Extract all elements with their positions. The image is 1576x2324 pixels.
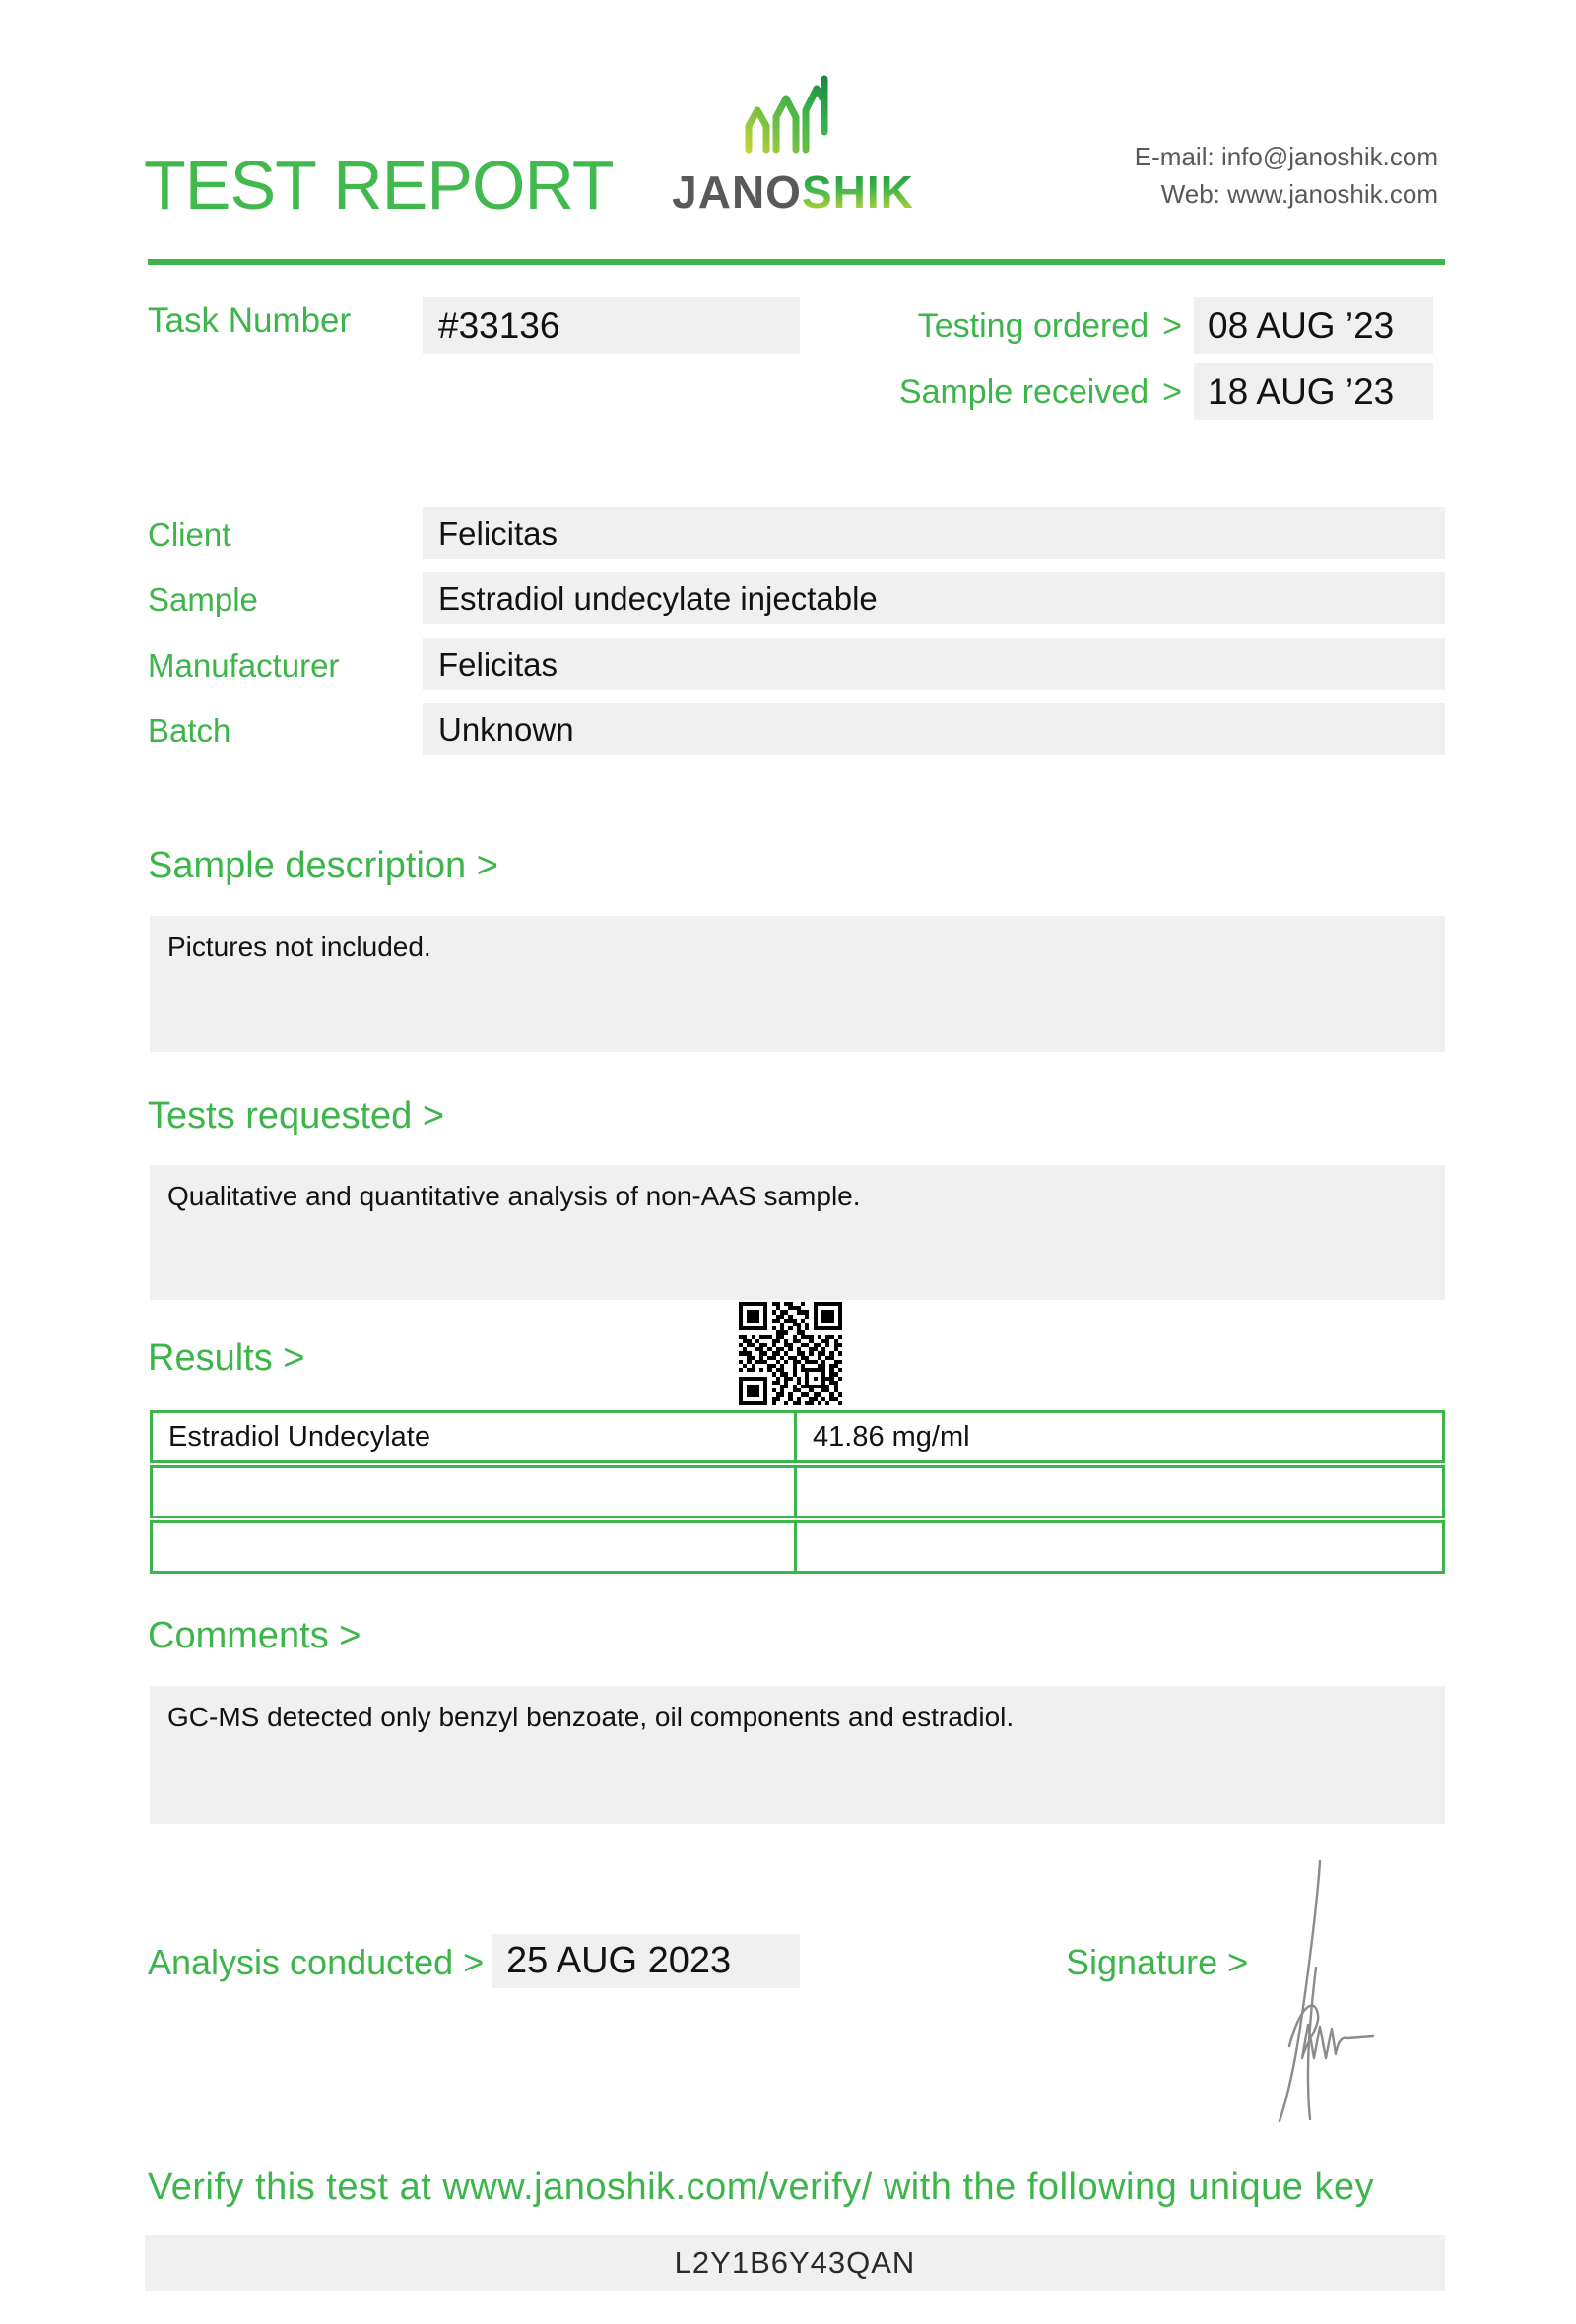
- web-value: www.janoshik.com: [1227, 179, 1438, 209]
- sample-description-box: [150, 916, 1445, 1052]
- logo-wordmark: [662, 165, 924, 219]
- sample-received-text: Sample received: [898, 373, 1149, 411]
- analysis-conducted-label: Analysis conducted >: [148, 1942, 485, 1982]
- qr-code: [739, 1302, 842, 1405]
- sample-received-arrow: >: [1162, 373, 1182, 411]
- manufacturer-value: Felicitas: [423, 638, 1445, 690]
- contact-web-line: [1135, 175, 1438, 213]
- result-cell: [797, 1468, 1442, 1516]
- signature-label: Signature >: [1066, 1942, 1249, 1982]
- analyte-cell: Estradiol Undecylate: [153, 1413, 797, 1460]
- header-divider: [148, 259, 1445, 265]
- manufacturer-label: Manufacturer: [148, 647, 340, 683]
- testing-ordered-text: Testing ordered: [917, 307, 1149, 345]
- analysis-conducted-value: 25 AUG 2023: [492, 1934, 800, 1988]
- sample-received-value: 18 AUG ’23: [1194, 363, 1433, 420]
- comments-heading: Comments >: [148, 1615, 361, 1656]
- logo-word-jano: JANO: [672, 166, 802, 218]
- sample-description-text: Pictures not included.: [167, 932, 431, 962]
- table-row: [150, 1410, 1445, 1463]
- sample-received-label: [808, 363, 1182, 420]
- results-heading: Results >: [148, 1337, 305, 1379]
- batch-value: Unknown: [423, 703, 1445, 755]
- table-row: [150, 1520, 1445, 1574]
- client-value: Felicitas: [423, 507, 1445, 559]
- testing-ordered-arrow: >: [1162, 307, 1182, 345]
- table-row: [150, 1465, 1445, 1518]
- web-label: Web:: [1160, 179, 1220, 209]
- sample-description-heading: Sample description >: [148, 845, 498, 886]
- analyte-cell: [153, 1523, 797, 1571]
- tests-requested-box: [150, 1165, 1445, 1300]
- page-title: TEST REPORT: [144, 147, 614, 224]
- verify-instruction: Verify this test at www.janoshik.com/verify/ with the following unique key: [148, 2166, 1375, 2208]
- sample-label: Sample: [148, 581, 258, 617]
- comments-box: [150, 1686, 1445, 1824]
- batch-label: Batch: [148, 712, 231, 748]
- contact-email-line: [1135, 138, 1438, 175]
- testing-ordered-value: 08 AUG ’23: [1194, 297, 1433, 354]
- task-number-label: Task Number: [148, 301, 352, 340]
- result-cell: 41.86 mg/ml: [813, 1421, 970, 1452]
- verify-key: L2Y1B6Y43QAN: [145, 2235, 1445, 2291]
- logo-chart-icon: [739, 71, 833, 161]
- results-table: [150, 1410, 1445, 1574]
- email-label: E-mail:: [1134, 142, 1215, 171]
- logo-word-shik: SHIK: [801, 166, 914, 218]
- client-label: Client: [148, 516, 231, 552]
- result-cell: [797, 1523, 1442, 1571]
- testing-ordered-label: [808, 297, 1182, 355]
- analyte-cell: [153, 1468, 797, 1516]
- tests-requested-text: Qualitative and quantitative analysis of non-AAS sample.: [167, 1181, 861, 1211]
- comments-text: GC-MS detected only benzyl benzoate, oil components and estradiol.: [167, 1702, 1015, 1732]
- tests-requested-heading: Tests requested >: [148, 1095, 445, 1136]
- signature-image: [1276, 1849, 1394, 2125]
- contact-block: [1135, 138, 1438, 213]
- email-value: info@janoshik.com: [1220, 142, 1438, 171]
- task-number-value: #33136: [423, 297, 800, 354]
- sample-value: Estradiol undecylate injectable: [423, 572, 1445, 624]
